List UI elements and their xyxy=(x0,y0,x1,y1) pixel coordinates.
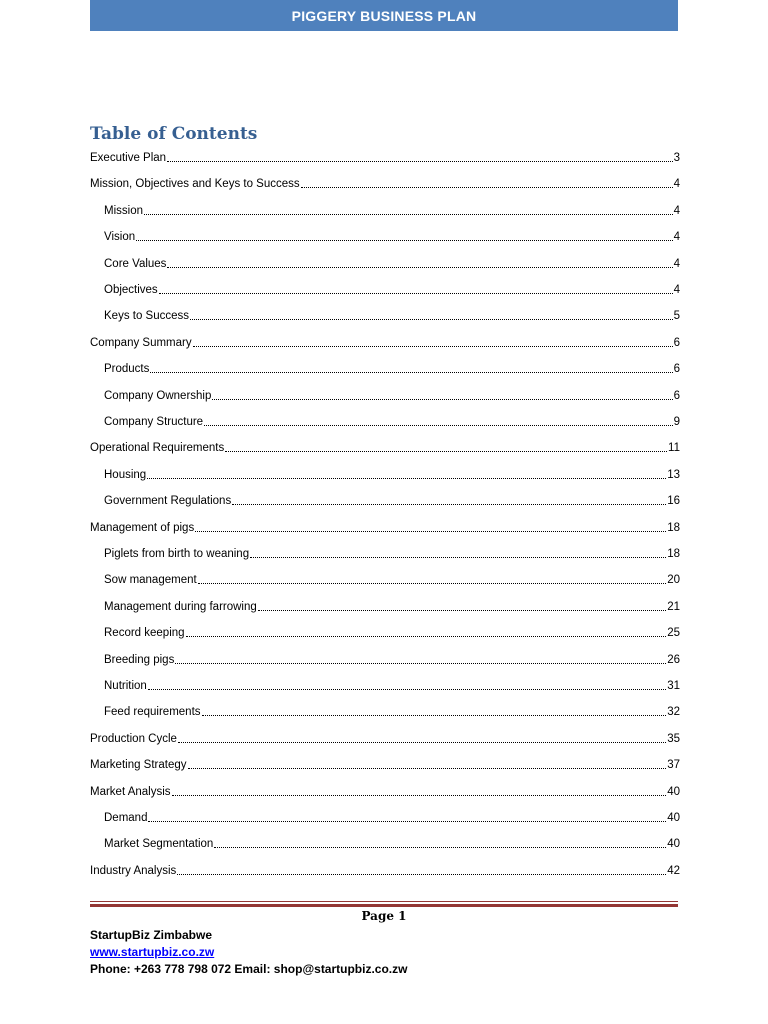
toc-entry-page-number: 40 xyxy=(667,785,680,798)
toc-entry-page-number: 32 xyxy=(667,706,680,719)
toc-entry-page-number: 4 xyxy=(673,178,680,191)
footer-company-name: StartupBiz Zimbabwe xyxy=(90,928,213,942)
footer-website-link[interactable]: www.startupbiz.co.zw xyxy=(90,945,215,959)
toc-entry[interactable] xyxy=(104,356,680,376)
toc-entry-page-number: 4 xyxy=(673,204,680,217)
toc-entry-label: Mission xyxy=(104,204,143,217)
toc-entry-label: Vision xyxy=(104,231,136,244)
toc-leader-dots xyxy=(178,741,666,743)
toc-entry-label: Company Ownership xyxy=(104,389,212,402)
toc-entry[interactable] xyxy=(104,699,680,719)
toc-entry-label: Keys to Success xyxy=(104,310,190,323)
toc-entry-label: Core Values xyxy=(104,257,167,270)
toc-entry-label: Feed requirements xyxy=(104,706,201,719)
toc-entry-label: Nutrition xyxy=(104,680,147,692)
toc-leader-dots xyxy=(177,873,666,875)
toc-entry[interactable] xyxy=(104,594,680,614)
footer-contact-block xyxy=(90,927,407,978)
toc-entry-page-number: 11 xyxy=(668,442,680,455)
toc-entry[interactable] xyxy=(104,277,680,297)
toc-entry[interactable] xyxy=(104,805,680,825)
toc-leader-dots xyxy=(167,266,672,268)
toc-leader-dots xyxy=(167,160,673,162)
toc-entry-label: Company Structure xyxy=(104,416,204,428)
toc-entry-page-number: 4 xyxy=(673,231,680,244)
toc-entry-label: Executive Plan xyxy=(90,152,167,164)
toc-entry-page-number: 4 xyxy=(673,284,680,296)
toc-entry-label: Mission, Objectives and Keys to Success xyxy=(90,178,300,191)
toc-entry[interactable] xyxy=(90,858,680,878)
toc-entry-page-number: 25 xyxy=(667,627,680,640)
toc-entry[interactable] xyxy=(104,383,680,403)
toc-entry[interactable] xyxy=(90,330,680,350)
toc-entry-label: Company Summary xyxy=(90,336,192,349)
toc-leader-dots xyxy=(147,477,666,479)
toc-leader-dots xyxy=(258,609,666,611)
toc-entry[interactable] xyxy=(104,224,680,244)
toc-entry-label: Production Cycle xyxy=(90,732,177,745)
toc-leader-dots xyxy=(232,503,666,505)
toc-entry[interactable] xyxy=(90,435,680,455)
toc-entry[interactable] xyxy=(90,752,680,772)
toc-entry-label: Objectives xyxy=(104,284,158,296)
document-header-bar xyxy=(90,0,678,31)
toc-entry-page-number: 3 xyxy=(673,152,680,164)
toc-entry-page-number: 4 xyxy=(673,257,680,270)
toc-entry-page-number: 9 xyxy=(673,416,680,428)
toc-entry-page-number: 16 xyxy=(667,495,680,508)
toc-leader-dots xyxy=(175,662,666,664)
footer-rule xyxy=(90,901,678,902)
toc-entry-page-number: 18 xyxy=(667,548,680,560)
footer-contact-line: Phone: +263 778 798 072 Email: shop@startupbiz.co.zw xyxy=(90,962,408,976)
toc-leader-dots xyxy=(148,688,666,690)
toc-entry[interactable] xyxy=(104,462,680,482)
toc-leader-dots xyxy=(301,186,673,188)
toc-entry-label: Market Analysis xyxy=(90,785,171,798)
toc-leader-dots xyxy=(172,794,667,796)
toc-entry[interactable] xyxy=(104,831,680,851)
toc-leader-dots xyxy=(195,530,666,532)
toc-entry-page-number: 31 xyxy=(667,680,680,692)
toc-leader-dots xyxy=(250,556,666,558)
page-number: Page 1 xyxy=(361,909,407,923)
toc-entry[interactable] xyxy=(104,303,680,323)
toc-entry-label: Demand xyxy=(104,812,148,824)
toc-leader-dots xyxy=(193,345,673,347)
toc-entry-label: Management of pigs xyxy=(90,521,195,534)
toc-entry-label: Sow management xyxy=(104,574,197,587)
toc-entry[interactable] xyxy=(90,515,680,535)
toc-entry-page-number: 5 xyxy=(673,310,680,323)
toc-entry[interactable] xyxy=(90,145,680,165)
toc-entry[interactable] xyxy=(104,673,680,693)
toc-entry[interactable] xyxy=(104,541,680,561)
toc-leader-dots xyxy=(190,318,673,320)
footer-rule-thick xyxy=(90,904,678,907)
toc-leader-dots xyxy=(186,635,667,637)
toc-entry-page-number: 40 xyxy=(667,838,680,851)
toc-leader-dots xyxy=(150,371,672,373)
toc-entry-page-number: 40 xyxy=(667,812,680,824)
toc-leader-dots xyxy=(136,239,672,241)
toc-entry-page-number: 26 xyxy=(667,653,680,666)
toc-entry-page-number: 35 xyxy=(667,732,680,745)
toc-entry-page-number: 6 xyxy=(673,363,680,376)
toc-leader-dots xyxy=(212,398,672,400)
toc-entry-label: Government Regulations xyxy=(104,495,232,508)
toc-entry-label: Market Segmentation xyxy=(104,838,214,851)
toc-entry[interactable] xyxy=(104,647,680,667)
toc-entry-page-number: 37 xyxy=(667,759,680,772)
toc-entry-page-number: 13 xyxy=(667,468,680,481)
toc-leader-dots xyxy=(198,582,667,584)
toc-leader-dots xyxy=(148,820,666,822)
toc-entry[interactable] xyxy=(90,779,680,799)
toc-entry-page-number: 42 xyxy=(667,864,680,877)
toc-entry[interactable] xyxy=(104,488,680,508)
toc-leader-dots xyxy=(204,424,673,426)
toc-entry-page-number: 18 xyxy=(667,521,680,534)
toc-leader-dots xyxy=(214,846,666,848)
toc-entry[interactable] xyxy=(104,620,680,640)
toc-entry-page-number: 20 xyxy=(667,574,680,587)
toc-entry-label: Breeding pigs xyxy=(104,653,175,666)
toc-entry[interactable] xyxy=(104,198,680,218)
toc-leader-dots xyxy=(144,213,673,215)
toc-entry[interactable] xyxy=(104,251,680,271)
toc-entry[interactable] xyxy=(90,171,680,191)
toc-leader-dots xyxy=(159,292,673,294)
toc-entry-page-number: 6 xyxy=(673,336,680,349)
toc-entry-page-number: 21 xyxy=(667,600,680,613)
toc-entry-label: Record keeping xyxy=(104,627,185,640)
toc-entry-label: Operational Requirements xyxy=(90,442,225,455)
toc-entry-label: Piglets from birth to weaning xyxy=(104,548,250,560)
toc-entry-page-number: 6 xyxy=(673,389,680,402)
document-header-title: PIGGERY BUSINESS PLAN xyxy=(291,7,477,24)
toc-heading: Table of Contents xyxy=(90,124,258,144)
toc-entry-label: Management during farrowing xyxy=(104,600,257,613)
toc-entry[interactable] xyxy=(104,409,680,429)
toc-entry-label: Marketing Strategy xyxy=(90,759,187,772)
toc-leader-dots xyxy=(188,767,667,769)
toc-entry-label: Industry Analysis xyxy=(90,864,177,877)
toc-entry[interactable] xyxy=(104,567,680,587)
toc-entry-label: Products xyxy=(104,363,150,376)
toc-leader-dots xyxy=(202,714,667,716)
toc-leader-dots xyxy=(225,450,667,452)
toc-entry-label: Housing xyxy=(104,468,147,481)
toc-entry[interactable] xyxy=(90,726,680,746)
